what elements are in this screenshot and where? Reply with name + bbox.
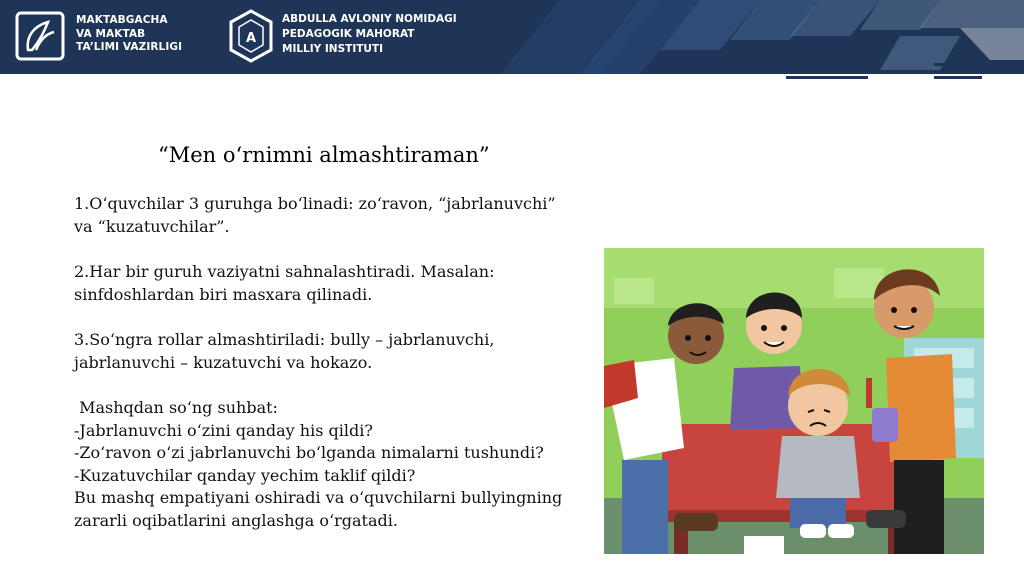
- decor-line: [786, 76, 868, 79]
- decor-line: [934, 76, 982, 79]
- body-line: Mashqdan soʻng suhbat:: [74, 398, 278, 417]
- decor-line: [934, 63, 982, 66]
- ministry-line-1: MAKTABGACHA: [76, 14, 168, 26]
- paragraph-gap: [74, 374, 584, 397]
- body-line: Bu mashq empatiyani oshiradi va oʻquvchilarni bullyingning: [74, 488, 563, 507]
- body-line: -Zoʻravon oʻzi jabrlanuvchi boʻlganda nimalarni tushundi?: [74, 443, 544, 462]
- bullying-cartoon-illustration: [604, 248, 984, 554]
- body-line: 1.Oʻquvchilar 3 guruhga boʻlinadi: zoʻravon, “jabrlanuvchi”: [74, 194, 556, 213]
- institute-line-1: ABDULLA AVLONIY NOMIDAGI: [282, 13, 457, 25]
- body-line: 2.Har bir guruh vaziyatni sahnalashtiradi. Masalan:: [74, 262, 495, 281]
- institute-name: [282, 12, 482, 57]
- paragraph-gap: [74, 306, 584, 329]
- slide-title: “Men oʻrnimni almashtiraman”: [158, 143, 490, 167]
- header-bar: [0, 0, 1024, 74]
- ministry-line-2: VA MAKTAB: [76, 27, 146, 40]
- body-line: jabrlanuvchi – kuzatuvchi va hokazo.: [74, 352, 373, 372]
- body-line: sinfdoshlardan biri masxara qilinadi.: [74, 284, 373, 304]
- institute-line-3: MILLIY INSTITUTI: [282, 43, 383, 55]
- body-line: -Kuzatuvchilar qanday yechim taklif qildi?: [74, 465, 416, 485]
- institute-logo-icon: [228, 8, 274, 64]
- decor-line: [786, 63, 868, 66]
- slide-body: [74, 193, 584, 532]
- ministry-line-3: TA’LIMI VAZIRLIGI: [76, 41, 183, 53]
- body-line: -Jabrlanuvchi oʻzini qanday his qildi?: [74, 420, 373, 440]
- svg-text:A: A: [245, 31, 257, 46]
- ministry-logo-icon: [14, 10, 66, 62]
- body-line: zararli oqibatlarini anglashga oʻrgatadi.: [74, 510, 398, 530]
- paragraph-gap: [74, 238, 584, 261]
- body-line: 3.Soʻngra rollar almashtiriladi: bully – jabrlanuvchi,: [74, 330, 495, 349]
- ministry-name: [76, 14, 196, 55]
- institute-line-2: PEDAGOGIK MAHORAT: [282, 28, 415, 40]
- body-line: va “kuzatuvchilar”.: [74, 216, 230, 236]
